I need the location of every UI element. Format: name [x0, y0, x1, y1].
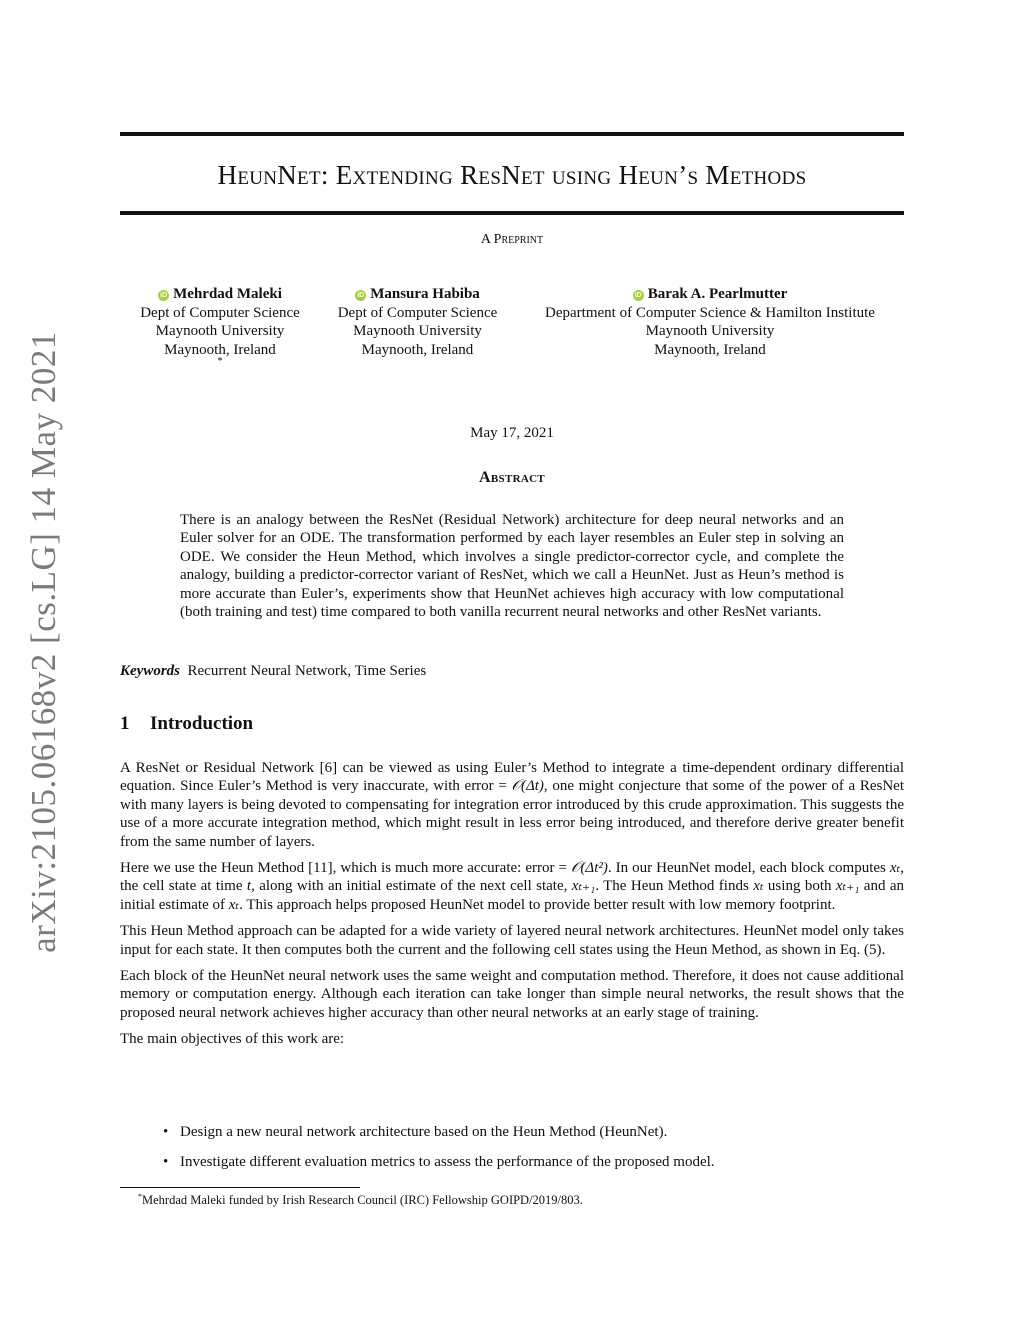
- intro-paragraph-4: Each block of the HeunNet neural network uses the same weight and computation method. Therefore, it does not cause additional memory or computation energy. Although each iteration can take longer than simple neural networks, the result shows that the proposed neural network achieves higher accuracy than other neural networks at an early stage of training.: [120, 968, 904, 1021]
- section-heading: [120, 713, 253, 735]
- author-name: Mehrdad Maleki: [173, 286, 282, 302]
- list-item: • Design a new neural network architecture based on the Heun Method (HeunNet).: [163, 1124, 903, 1154]
- intro-paragraph-5: The main objectives of this work are:: [120, 1031, 345, 1048]
- author-block-3: [515, 285, 905, 359]
- keywords-label: Keywords: [120, 663, 180, 679]
- footnote-rule: [120, 1187, 360, 1188]
- author-block-1: [120, 285, 320, 367]
- section-title: Introduction: [150, 713, 254, 734]
- orcid-icon[interactable]: iD: [634, 292, 642, 299]
- author-university: Maynooth University: [353, 323, 482, 339]
- section-number: 1: [120, 713, 130, 734]
- paper-date: May 17, 2021: [470, 425, 554, 441]
- orcid-icon[interactable]: iD: [160, 292, 168, 299]
- intro-paragraph-1: A ResNet or Residual Network [6] can be viewed as using Euler’s Method to integrate a time-dependent ordinary differential equation. Since Euler’s Method is very inaccurate, with error = 𝒪(Δt), one might conjecture that some of the power of a ResNet with many layers is being devoted to compensating for integration error introduced by this crude approximation. This suggests the use of a more accurate integration method, which might result in less error being introduced, and therefore derive greater benefit from the same number of layers.: [120, 760, 904, 850]
- keywords-text: Recurrent Neural Network, Time Series: [187, 663, 427, 679]
- title-top-rule: [120, 132, 904, 136]
- author-university: Maynooth University: [155, 323, 285, 339]
- author-university: Maynooth University: [645, 323, 775, 339]
- preprint-label: A Preprint: [480, 232, 544, 247]
- author-dept: Dept of Computer Science: [337, 304, 498, 321]
- title-bottom-rule: [120, 211, 904, 215]
- author-name: Barak A. Pearlmutter: [647, 286, 788, 302]
- footnote: [138, 1192, 583, 1208]
- author-dept: Department of Computer Science & Hamilton Institute: [545, 304, 875, 321]
- arxiv-stamp: arXiv:2105.06168v2 [cs.LG] 14 May 2021: [24, 331, 63, 953]
- author-block-2: [320, 285, 515, 359]
- intro-body: [120, 759, 904, 1057]
- footnote-text: Mehrdad Maleki funded by Irish Research Council (IRC) Fellowship GOIPD/2019/803.: [142, 1193, 583, 1208]
- author-footnote-mark[interactable]: *: [217, 356, 223, 367]
- footnote-mark: *: [138, 1192, 142, 1201]
- keywords-line: [120, 663, 904, 680]
- list-item: • Investigate different evaluation metrics to assess the performance of the proposed model.: [163, 1154, 903, 1184]
- objectives-list: [163, 1124, 903, 1184]
- intro-paragraph-2: Here we use the Heun Method [11], which is much more accurate: error = 𝒪(Δt²). In our HeunNet model, each block computes xₜ, the cell state at time t, along with an initial estimate of the next cell state, xₜ₊₁. The Heun Method finds xₜ using both xₜ₊₁ and an initial estimate of xₜ. This approach helps proposed HeunNet model to provide better result with low memory footprint.: [120, 860, 904, 913]
- paper-title: HeunNet: Extending ResNet using Heun’s Methods: [217, 160, 807, 190]
- intro-paragraph-3: This Heun Method approach can be adapted for a wide variety of layered neural network architectures. HeunNet model only takes input for each state. It then computes both the current and the following cell states using the Heun Method, as shown in Eq. (5).: [120, 923, 904, 958]
- author-name: Mansura Habiba: [370, 286, 480, 302]
- author-location: Maynooth, Ireland: [164, 341, 276, 358]
- abstract-heading: Abstract: [479, 469, 545, 486]
- author-location: Maynooth, Ireland: [361, 341, 474, 358]
- author-dept: Dept of Computer Science: [140, 304, 300, 321]
- abstract-text: There is an analogy between the ResNet (Residual Network) architecture for deep neural networks and an Euler solver for an ODE. The transformation performed by each layer resembles an Euler step in solving an ODE. We consider the Heun Method, which involves a single predictor-corrector cycle, and complete the analogy, building a predictor-corrector variant of ResNet, which we call a HeunNet. Just as Heun’s method is more accurate than Euler’s, experiments show that HeunNet achieves high accuracy with low computational (both training and test) time compared to both vanilla recurrent neural networks and other ResNet variants.: [180, 512, 844, 621]
- orcid-icon[interactable]: iD: [357, 292, 365, 299]
- author-location: Maynooth, Ireland: [654, 341, 766, 358]
